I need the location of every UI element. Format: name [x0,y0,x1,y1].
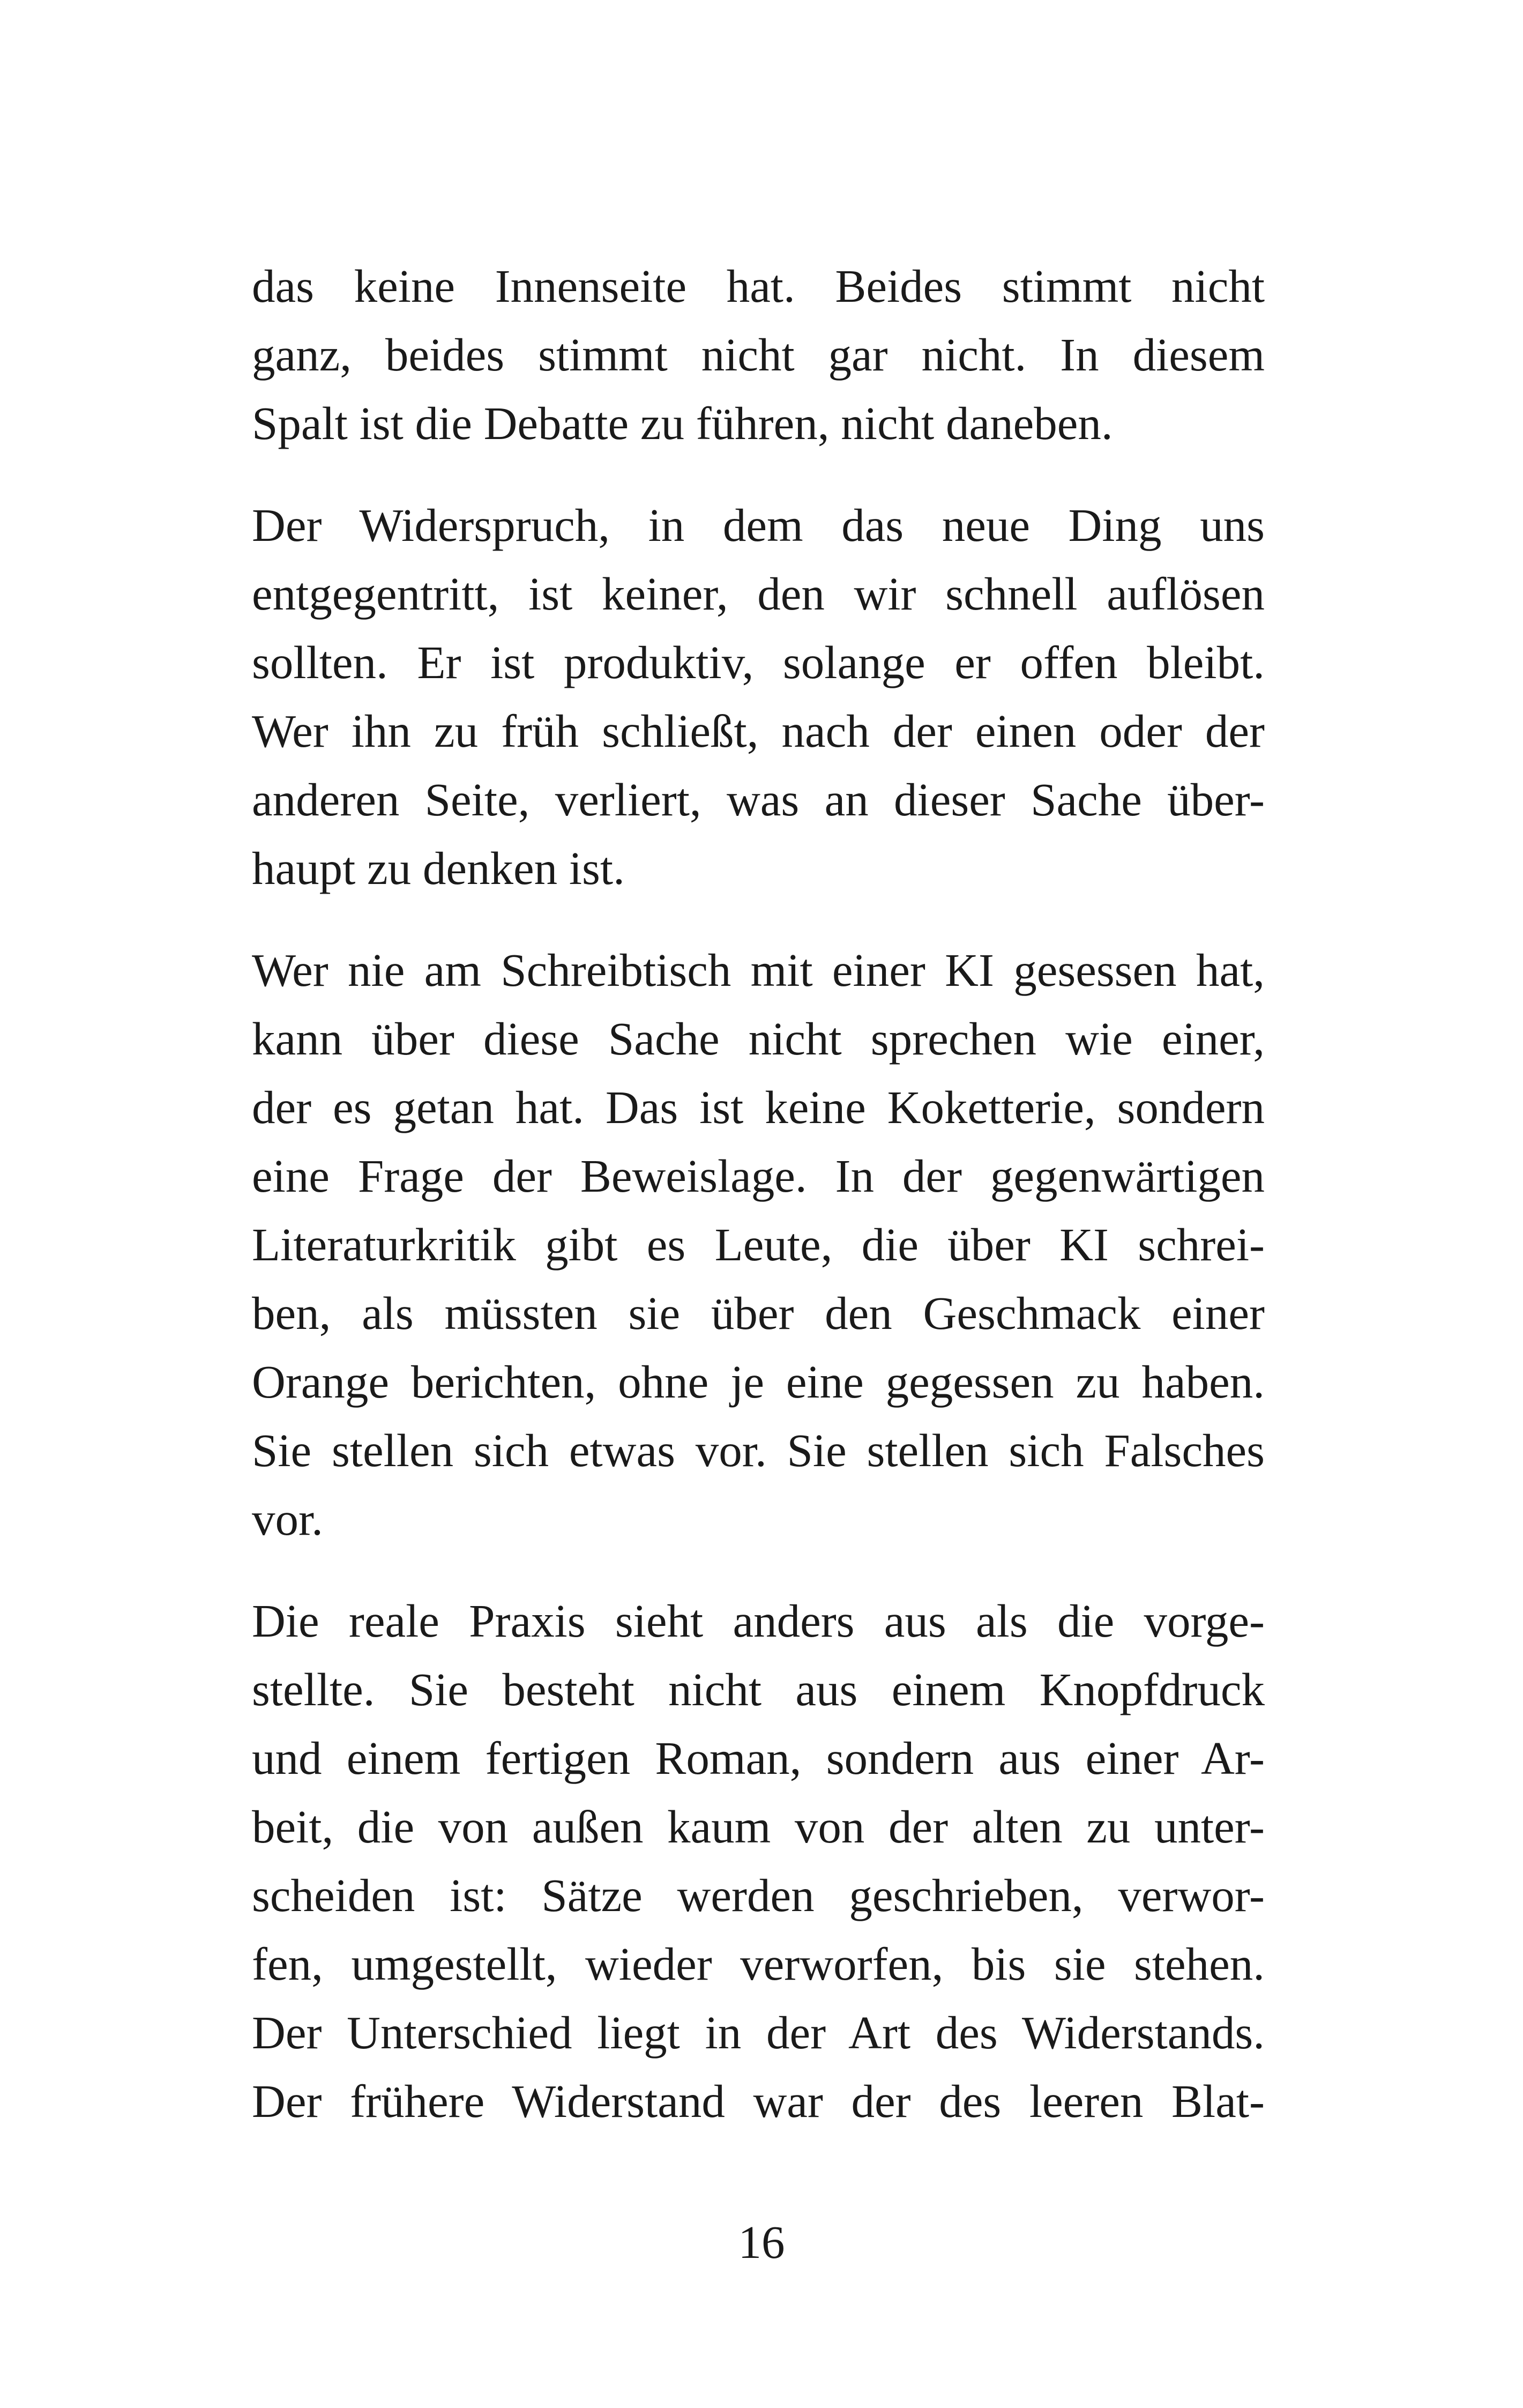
text-line: kann über diese Sache nicht sprechen wie einer, [252,1013,1265,1065]
text-line: Wer nie am Schreibtisch mit einer KI gesessen hat, [252,944,1265,996]
text-line: Orange berichten, ohne je eine gegessen zu haben. [252,1356,1265,1408]
paragraph-gap [252,903,1265,936]
text-line: und einem fertigen Roman, sondern aus einer Ar- [252,1732,1265,1784]
text-line: Der Unterschied liegt in der Art des Widerstands. [252,2006,1265,2058]
text-line: beit, die von außen kaum von der alten zu unter- [252,1801,1265,1853]
text-line: anderen Seite, verliert, was an dieser Sache über- [252,774,1265,826]
text-line: ben, als müssten sie über den Geschmack einer [252,1287,1265,1339]
text-line: entgegentritt, ist keiner, den wir schnell auflösen [252,568,1265,620]
text-line: Der frühere Widerstand war der des leeren Blat- [252,2075,1265,2127]
text-line: Der Widerspruch, in dem das neue Ding uns [252,499,1265,551]
text-line: ganz, beides stimmt nicht gar nicht. In diesem [252,329,1265,381]
text-line: eine Frage der Beweislage. In der gegenwärtigen [252,1150,1265,1202]
body-text [252,252,1265,2136]
text-line: vor. [252,1493,323,1545]
text-line: Sie stellen sich etwas vor. Sie stellen sich Falsches [252,1424,1265,1476]
text-line: der es getan hat. Das ist keine Koketterie, sondern [252,1081,1265,1133]
text-line: Spalt ist die Debatte zu führen, nicht daneben. [252,397,1113,449]
text-line: Literaturkritik gibt es Leute, die über KI schrei- [252,1218,1265,1270]
text-line: Wer ihn zu früh schließt, nach der einen oder der [252,705,1265,757]
text-line: das keine Innenseite hat. Beides stimmt nicht [252,260,1265,312]
page-number: 16 [738,2216,785,2268]
text-line: scheiden ist: Sätze werden geschrieben, verwor- [252,1869,1265,1921]
text-line: fen, umgestellt, wieder verworfen, bis sie stehen. [252,1938,1265,1990]
paragraph-gap [252,1554,1265,1587]
paragraph-gap [252,458,1265,491]
text-line: haupt zu denken ist. [252,842,625,894]
text-line: stellte. Sie besteht nicht aus einem Knopfdruck [252,1663,1265,1715]
text-line: Die reale Praxis sieht anders aus als die vorge- [252,1595,1265,1647]
text-line: sollten. Er ist produktiv, solange er offen bleibt. [252,636,1265,688]
